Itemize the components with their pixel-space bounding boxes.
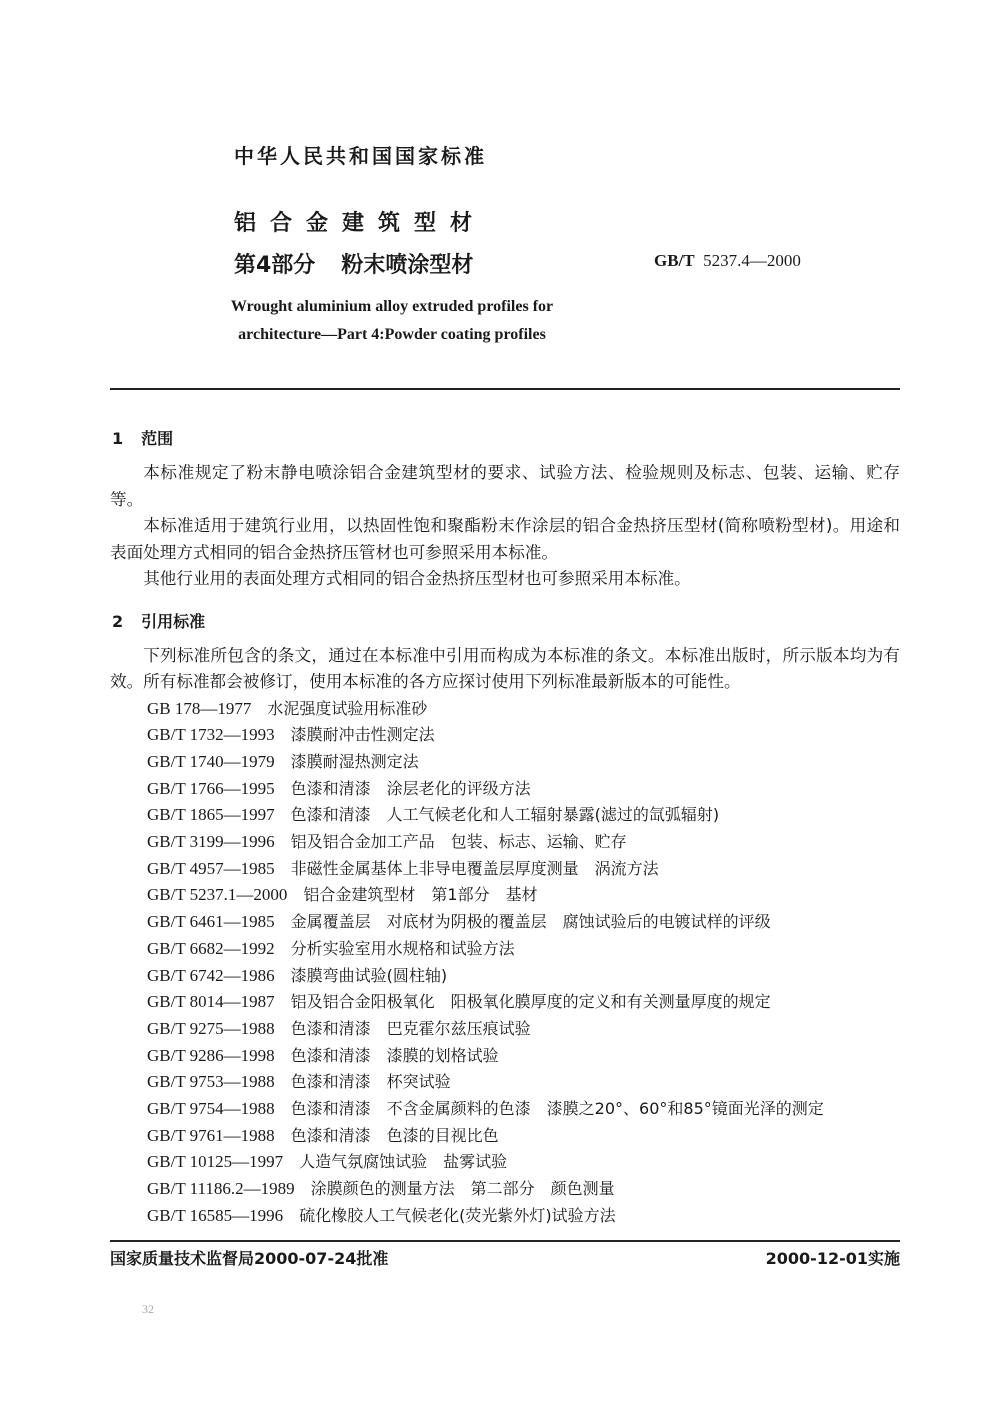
reference-code: GB 178—1977: [147, 698, 252, 718]
english-title-line2: architecture—Part 4:Powder coating profiles: [238, 326, 546, 343]
reference-item: [147, 856, 900, 883]
reference-list: [110, 696, 900, 1230]
section-number: 1: [112, 429, 124, 448]
reference-title: 非磁性金属基体上非导电覆盖层厚度测量 涡流方法: [290, 858, 659, 878]
reference-title: 色漆和清漆 涂层老化的评级方法: [290, 778, 531, 798]
reference-title: 铝合金建筑型材 第1部分 基材: [303, 885, 538, 905]
reference-item: [147, 722, 900, 749]
reference-title: 分析实验室用水规格和试验方法: [290, 938, 515, 958]
reference-title: 色漆和清漆 漆膜的划格试验: [290, 1045, 499, 1065]
footer-divider: [110, 1240, 900, 1242]
reference-item: [147, 1043, 900, 1070]
document-subtitle: [234, 248, 473, 279]
page-number: 32: [142, 1301, 154, 1316]
reference-title: 漆膜耐湿热测定法: [290, 751, 419, 771]
subtitle-name: 粉末喷涂型材: [341, 253, 474, 278]
reference-code: GB/T 9286—1998: [147, 1045, 275, 1065]
reference-code: GB/T 6742—1986: [147, 965, 275, 985]
code-number: 5237.4—2000: [703, 251, 801, 270]
reference-code: GB/T 9275—1988: [147, 1018, 275, 1038]
reference-title: 色漆和清漆 色漆的目视比色: [290, 1125, 499, 1145]
reference-item: [147, 963, 900, 990]
paragraph: 其他行业用的表面处理方式相同的铝合金热挤压型材也可参照采用本标准。: [143, 569, 691, 588]
section-title: 引用标准: [141, 611, 206, 631]
subtitle-part: 第4部分: [234, 253, 316, 278]
paragraph: 本标准适用于建筑行业用，以热固性饱和聚酯粉末作涂层的铝合金热挤压型材(简称喷粉型材)。用途和表面处理方式相同的铝合金热挤压管材也可参照采用本标准。: [110, 516, 900, 562]
reference-item: [147, 802, 900, 829]
reference-title: 硫化橡胶人工气候老化(荧光紫外灯)试验方法: [299, 1205, 616, 1225]
reference-code: GB/T 11186.2—1989: [147, 1179, 295, 1199]
section-title: 范围: [141, 429, 174, 448]
reference-code: GB/T 8014—1987: [147, 992, 275, 1012]
reference-item: [147, 1096, 900, 1123]
reference-item: [147, 1203, 900, 1230]
header-divider: [110, 388, 900, 390]
reference-item: [147, 1123, 900, 1150]
footer: [110, 1248, 900, 1270]
reference-code: GB/T 4957—1985: [147, 858, 275, 878]
reference-code: GB/T 3199—1996: [147, 832, 275, 852]
reference-code: GB/T 6682—1992: [147, 938, 275, 958]
reference-title: 水泥强度试验用标准砂: [267, 698, 428, 718]
reference-item: [147, 1176, 900, 1203]
reference-item: [147, 829, 900, 856]
reference-title: 漆膜耐冲击性测定法: [290, 725, 435, 745]
reference-title: 铝及铝合金阳极氧化 阳极氧化膜厚度的定义和有关测量厚度的规定: [290, 992, 771, 1012]
reference-code: GB/T 9753—1988: [147, 1072, 275, 1092]
section-number: 2: [112, 611, 124, 631]
paragraph: 本标准规定了粉末静电喷涂铝合金建筑型材的要求、试验方法、检验规则及标志、包装、运输、贮存等。: [110, 463, 900, 509]
reference-item: [147, 936, 900, 963]
document-title: 铝合金建筑型材: [234, 211, 487, 236]
reference-item: [147, 749, 900, 776]
reference-code: GB/T 1732—1993: [147, 725, 275, 745]
reference-item: [147, 1016, 900, 1043]
reference-item: [147, 1069, 900, 1096]
reference-code: GB/T 10125—1997: [147, 1152, 284, 1172]
reference-code: GB/T 9761—1988: [147, 1125, 275, 1145]
reference-code: GB/T 5237.1—2000: [147, 885, 288, 905]
reference-code: GB/T 1865—1997: [147, 805, 275, 825]
reference-code: GB/T 1740—1979: [147, 751, 275, 771]
standard-code: [654, 251, 801, 271]
reference-item: [147, 776, 900, 803]
reference-code: GB/T 6461—1985: [147, 912, 275, 932]
reference-title: 涂膜颜色的测量方法 第二部分 颜色测量: [310, 1179, 615, 1199]
reference-code: GB/T 16585—1996: [147, 1205, 284, 1225]
reference-title: 铝及铝合金加工产品 包装、标志、运输、贮存: [290, 832, 627, 852]
reference-item: [147, 909, 900, 936]
reference-title: 人造气氛腐蚀试验 盐雾试验: [299, 1152, 508, 1172]
paragraph: 下列标准所包含的条文，通过在本标准中引用而构成为本标准的条文。本标准出版时，所示版本均为有效。所有标准都会被修订，使用本标准的各方应探讨使用下列标准最新版本的可能性。: [110, 645, 900, 691]
reference-item: [147, 696, 900, 723]
reference-code: GB/T 9754—1988: [147, 1099, 275, 1119]
section-heading-1: [112, 428, 900, 450]
document-body: [110, 428, 900, 1317]
code-prefix: GB/T: [654, 251, 695, 270]
section-heading-2: [112, 611, 900, 633]
reference-item: [147, 989, 900, 1016]
national-standard-heading: 中华人民共和国国家标准: [234, 144, 487, 168]
reference-title: 金属覆盖层 对底材为阴极的覆盖层 腐蚀试验后的电镀试样的评级: [290, 912, 771, 932]
effective-date: 2000-12-01实施: [765, 1248, 900, 1268]
reference-title: 色漆和清漆 巴克霍尔兹压痕试验: [290, 1018, 531, 1038]
reference-item: [147, 1149, 900, 1176]
reference-title: 色漆和清漆 不含金属颜料的色漆 漆膜之20°、60°和85°镜面光泽的测定: [290, 1099, 824, 1119]
reference-title: 色漆和清漆 杯突试验: [290, 1072, 451, 1092]
english-title-line1: Wrought aluminium alloy extruded profiles for: [230, 298, 554, 315]
reference-title: 漆膜弯曲试验(圆柱轴): [290, 965, 448, 985]
reference-item: [147, 882, 900, 909]
reference-title: 色漆和清漆 人工气候老化和人工辐射暴露(滤过的氙弧辐射): [290, 805, 720, 825]
approval-date: 国家质量技术监督局2000-07-24批准: [110, 1248, 389, 1268]
reference-code: GB/T 1766—1995: [147, 778, 275, 798]
